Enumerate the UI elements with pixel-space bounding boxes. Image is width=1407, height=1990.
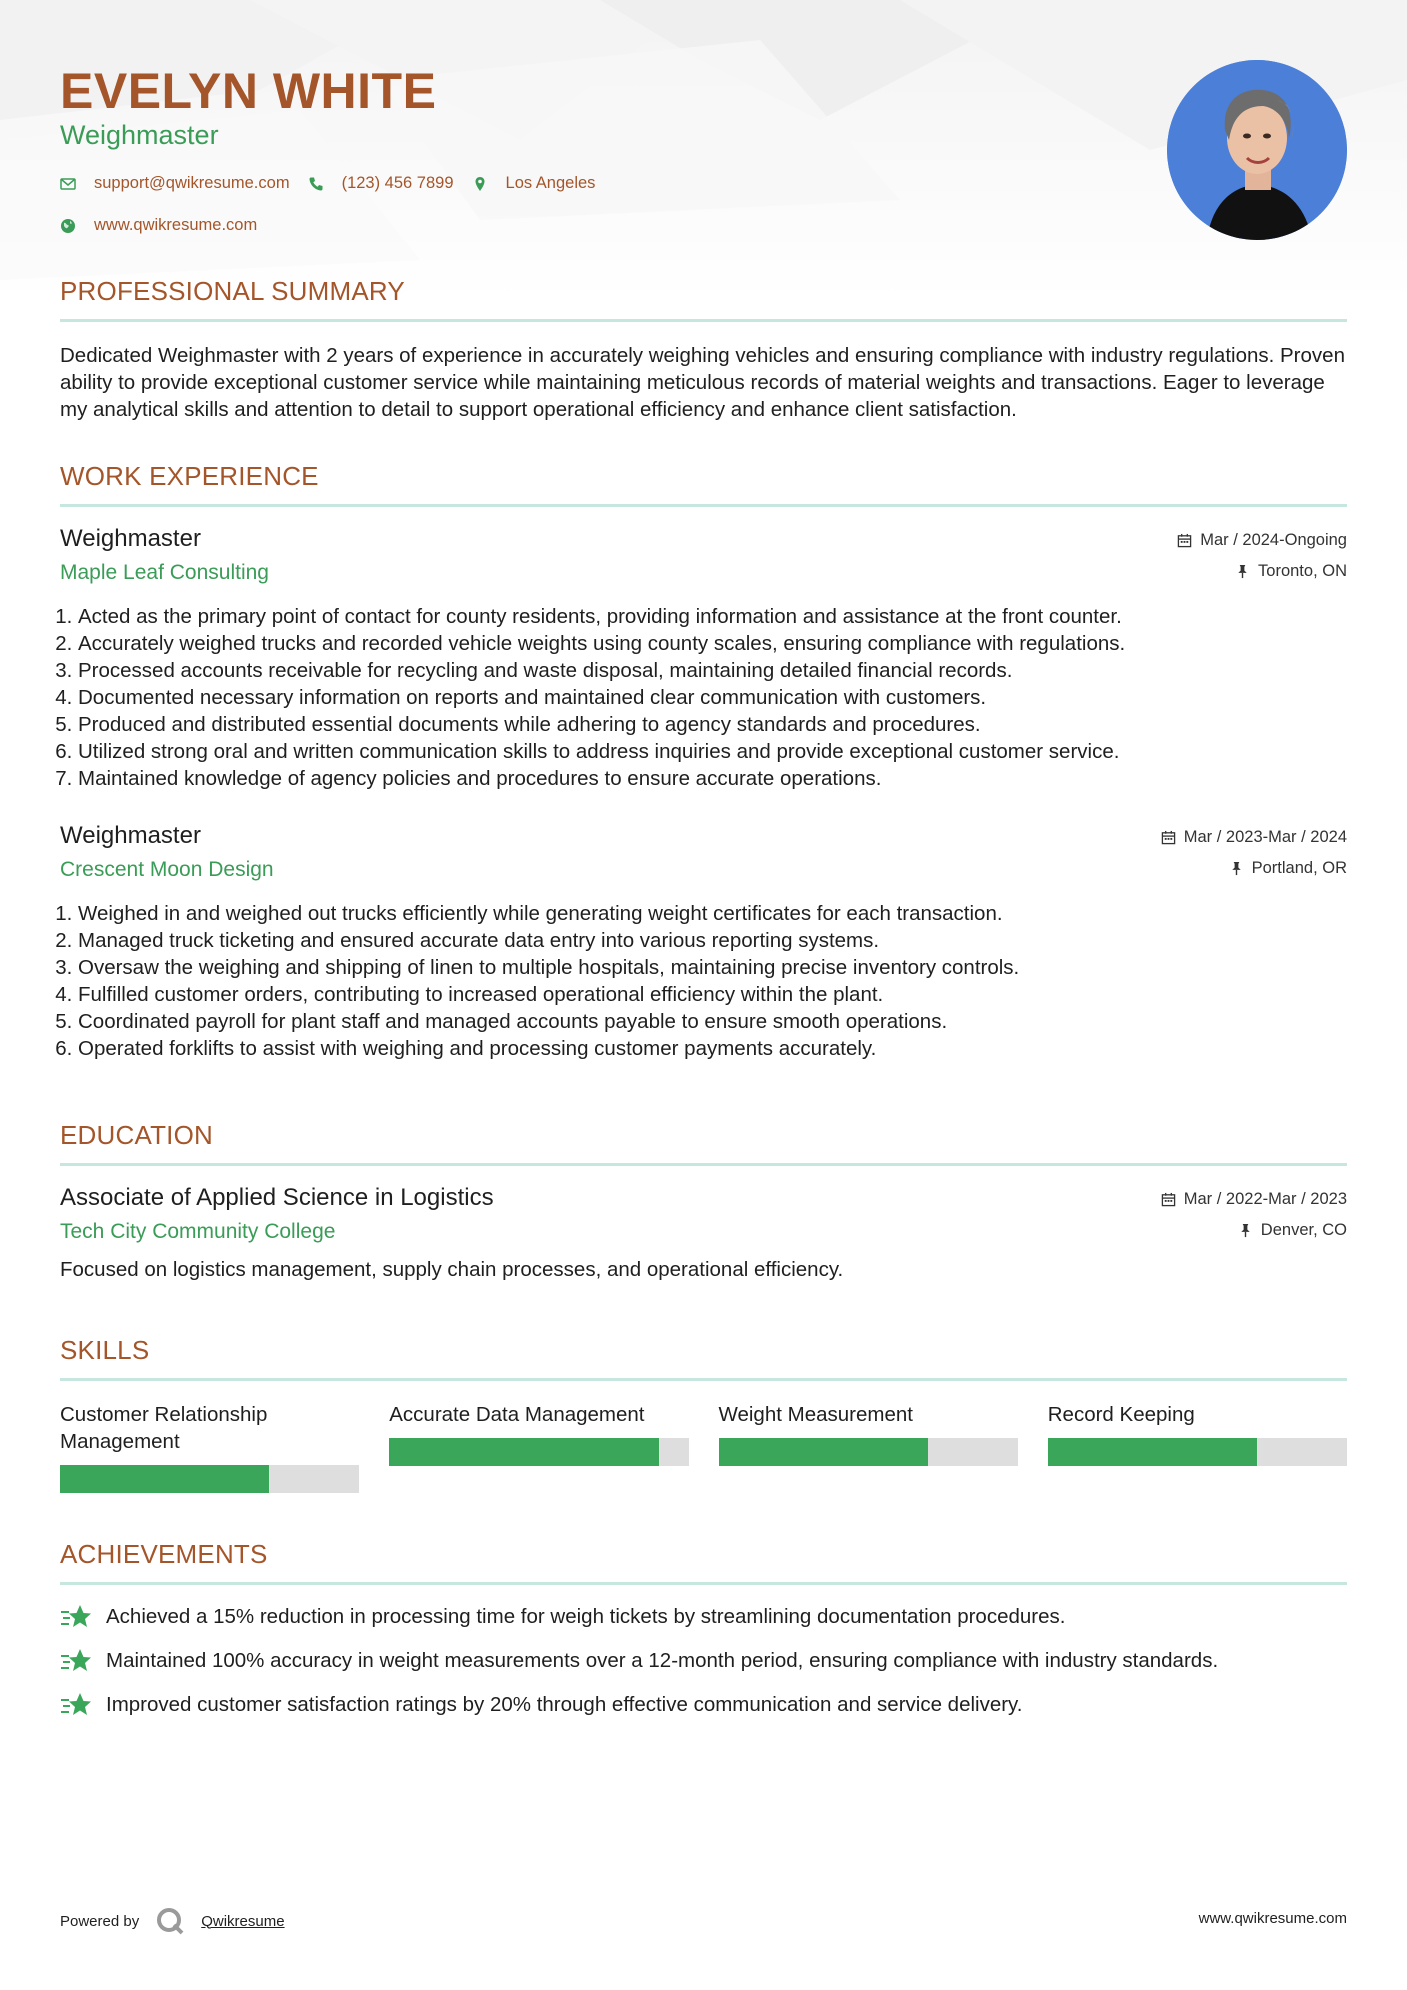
achievement-text: Maintained 100% accuracy in weight measurements over a 12-month period, ensuring compliance with industry standards. xyxy=(106,1649,1219,1672)
location-text: Los Angeles xyxy=(505,174,596,192)
list-item: 6. Operated forklifts to assist with weighing and processing customer payments accurately. xyxy=(78,1035,1347,1062)
summary-text: Dedicated Weighmaster with 2 years of experience in accurately weighing vehicles and ensuring compliance with industry regulations. Proven ability to provide exceptional customer service while maintaining meticulous records of material weights and transactions. Eager to leverage my analytical skills and attention to detail to support operational efficiency and enhance client satisfaction. xyxy=(60,344,1345,421)
education-date xyxy=(1161,1190,1347,1209)
portrait-image xyxy=(1167,60,1347,240)
skill-level-fill xyxy=(60,1465,269,1493)
education-date-text: Mar / 2022-Mar / 2023 xyxy=(1183,1190,1347,1208)
job-header xyxy=(60,822,1347,886)
skill-item xyxy=(1048,1401,1347,1493)
achievement-item xyxy=(60,1691,1347,1719)
footer-url[interactable]: www.qwikresume.com xyxy=(1198,1910,1347,1927)
phone-icon xyxy=(308,176,324,192)
job-entry xyxy=(60,822,1347,1062)
star-icon xyxy=(60,1603,92,1631)
powered-by-label: Powered by xyxy=(60,1912,140,1930)
skill-name: Customer Relationship Management xyxy=(60,1403,268,1453)
skill-level-bar xyxy=(60,1465,359,1493)
education-header xyxy=(60,1184,1347,1248)
job-header xyxy=(60,525,1347,589)
list-item: 1. Acted as the primary point of contact for county residents, providing information and assistance at the front counter. xyxy=(78,603,1347,630)
skill-level-fill xyxy=(389,1438,658,1466)
job-company: Maple Leaf Consulting xyxy=(60,561,269,584)
skills-heading: SKILLS xyxy=(60,1335,1347,1381)
education-location-text: Denver, CO xyxy=(1260,1221,1347,1239)
job-location xyxy=(1235,562,1347,581)
achievement-text: Improved customer satisfaction ratings by 20% through effective communication and service delivery. xyxy=(106,1693,1023,1716)
contact-row-primary xyxy=(60,174,613,193)
contact-website[interactable] xyxy=(60,216,257,235)
email-text: support@qwikresume.com xyxy=(94,174,290,192)
achievement-item xyxy=(60,1603,1347,1631)
list-item: 7. Maintained knowledge of agency policies and procedures to ensure accurate operations. xyxy=(78,765,1347,792)
achievements-list xyxy=(60,1603,1347,1719)
achievement-text: Achieved a 15% reduction in processing time for weigh tickets by streamlining documentation procedures. xyxy=(106,1605,1066,1628)
list-item: 2. Managed truck ticketing and ensured accurate data entry into various reporting systems. xyxy=(78,927,1347,954)
job-company: Crescent Moon Design xyxy=(60,858,274,881)
skill-item xyxy=(60,1401,359,1493)
degree-title: Associate of Applied Science in Logistics xyxy=(60,1184,494,1211)
job-date xyxy=(1161,828,1347,847)
achievement-item xyxy=(60,1647,1347,1675)
pushpin-icon xyxy=(1229,861,1244,876)
calendar-icon xyxy=(1177,533,1192,548)
star-icon xyxy=(60,1647,92,1675)
list-item: 6. Utilized strong oral and written communication skills to address inquiries and provide exceptional customer service. xyxy=(78,738,1347,765)
skill-item xyxy=(719,1401,1018,1493)
profile-photo xyxy=(1167,60,1347,240)
skill-level-fill xyxy=(1048,1438,1257,1466)
job-bullets xyxy=(60,603,1347,792)
list-item: 5. Produced and distributed essential documents while adhering to agency standards and procedures. xyxy=(78,711,1347,738)
skill-item xyxy=(389,1401,688,1493)
list-item: 1. Weighed in and weighed out trucks efficiently while generating weight certificates for each transaction. xyxy=(78,900,1347,927)
contact-location xyxy=(472,174,596,193)
pushpin-icon xyxy=(1238,1223,1253,1238)
experience-section xyxy=(60,461,1347,1062)
job-location-text: Portland, OR xyxy=(1251,859,1347,877)
list-item: 3. Processed accounts receivable for recycling and waste disposal, maintaining detailed financial records. xyxy=(78,657,1347,684)
skill-level-bar xyxy=(719,1438,1018,1466)
job-location xyxy=(1229,859,1347,878)
skill-name: Weight Measurement xyxy=(718,1403,913,1426)
education-entry xyxy=(60,1184,1347,1283)
skill-level-bar xyxy=(389,1438,688,1466)
job-role: Weighmaster xyxy=(60,822,201,849)
school-name: Tech City Community College xyxy=(60,1220,336,1243)
envelope-icon xyxy=(60,176,76,192)
education-heading: EDUCATION xyxy=(60,1120,1347,1166)
skills-section xyxy=(60,1335,1347,1493)
contact-row-secondary xyxy=(60,216,275,235)
skill-level-fill xyxy=(719,1438,928,1466)
star-icon xyxy=(60,1691,92,1719)
map-pin-icon xyxy=(472,176,488,192)
contact-phone[interactable] xyxy=(308,174,454,193)
job-location-text: Toronto, ON xyxy=(1258,562,1347,580)
education-section xyxy=(60,1120,1347,1283)
website-text: www.qwikresume.com xyxy=(94,216,258,234)
list-item: 2. Accurately weighed trucks and recorded vehicle weights using county scales, ensuring compliance with regulations. xyxy=(78,630,1347,657)
skill-level-bar xyxy=(1048,1438,1347,1466)
list-item: 3. Oversaw the weighing and shipping of linen to multiple hospitals, maintaining precise inventory controls. xyxy=(78,954,1347,981)
phone-text: (123) 456 7899 xyxy=(341,174,454,192)
summary-heading: PROFESSIONAL SUMMARY xyxy=(60,276,1347,322)
experience-heading: WORK EXPERIENCE xyxy=(60,461,1347,507)
education-description: Focused on logistics management, supply chain processes, and operational efficiency. xyxy=(60,1258,844,1281)
pushpin-icon xyxy=(1235,564,1250,579)
job-date-text: Mar / 2023-Mar / 2024 xyxy=(1183,828,1347,846)
job-role: Weighmaster xyxy=(60,525,201,552)
candidate-title: Weighmaster xyxy=(60,120,219,150)
globe-icon xyxy=(60,218,76,234)
job-bullets xyxy=(60,900,1347,1062)
skills-grid xyxy=(60,1401,1347,1493)
education-location xyxy=(1238,1221,1347,1240)
list-item: 5. Coordinated payroll for plant staff and managed accounts payable to ensure smooth operations. xyxy=(78,1008,1347,1035)
achievements-section xyxy=(60,1539,1347,1719)
list-item: 4. Documented necessary information on reports and maintained clear communication with customers. xyxy=(78,684,1347,711)
job-date-text: Mar / 2024-Ongoing xyxy=(1200,531,1347,549)
qwikresume-link[interactable]: Qwikresume xyxy=(201,1912,285,1930)
list-item: 4. Fulfilled customer orders, contributing to increased operational efficiency within the plant. xyxy=(78,981,1347,1008)
candidate-name: EVELYN WHITE xyxy=(60,63,437,119)
summary-section xyxy=(60,276,1347,423)
job-date xyxy=(1177,531,1347,550)
resume-header xyxy=(60,0,1347,250)
skill-name: Record Keeping xyxy=(1047,1403,1195,1426)
calendar-icon xyxy=(1161,830,1176,845)
calendar-icon xyxy=(1161,1192,1176,1207)
job-entry xyxy=(60,525,1347,792)
contact-email[interactable] xyxy=(60,174,290,193)
skill-name: Accurate Data Management xyxy=(389,1403,645,1426)
achievements-heading: ACHIEVEMENTS xyxy=(60,1539,1347,1585)
